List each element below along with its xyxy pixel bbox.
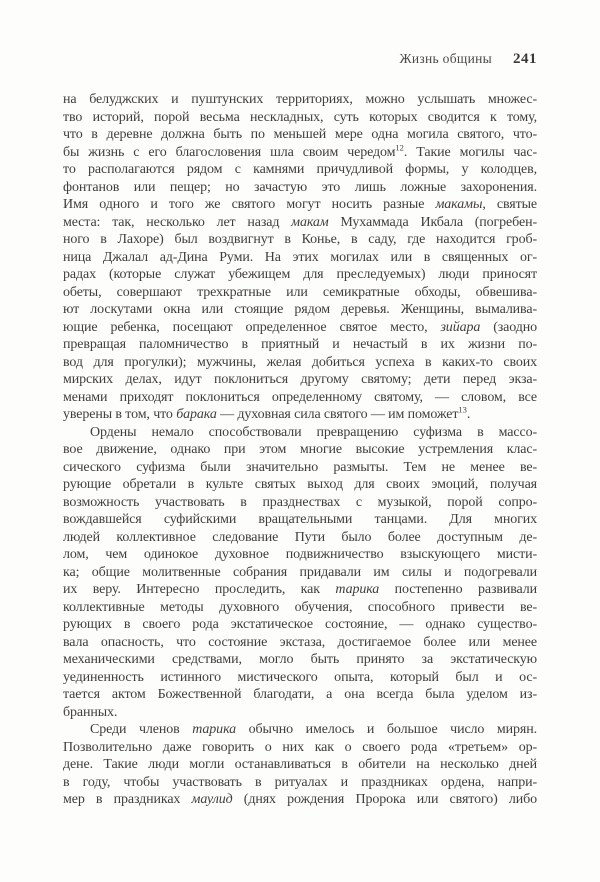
text-line xyxy=(63,721,537,739)
text-line xyxy=(63,599,537,617)
text-run: вала опасность, что состояние экстаза, достигаемое более или менее xyxy=(63,634,537,650)
text-line xyxy=(63,371,537,389)
text-line xyxy=(63,739,537,757)
text-run: зийара xyxy=(440,319,481,335)
text-line xyxy=(63,616,537,634)
text-line xyxy=(63,126,537,144)
text-run: (заодно xyxy=(480,319,537,335)
text-run: места: так, несколько лет назад xyxy=(63,214,292,230)
text-run: фонтанов или пещер; но зачастую это лишь ложные захоронения. xyxy=(63,179,537,195)
text-line xyxy=(63,634,537,652)
text-run: , святые xyxy=(482,197,537,212)
text-run: — духовная сила святого — им поможет xyxy=(216,407,459,422)
running-header xyxy=(63,50,537,67)
text-run: превращая паломничество в приятный и нечастый в их жизни по- xyxy=(63,337,537,352)
text-line xyxy=(63,91,537,109)
text-line xyxy=(63,704,537,722)
text-line xyxy=(63,564,537,582)
running-title: Жизнь общины xyxy=(399,51,492,66)
text-run: сического суфизма были значительно размыты. Тем не менее ве- xyxy=(63,459,537,475)
text-line xyxy=(63,476,537,494)
text-run: коллективные методы духовного обучения, способного привести ве- xyxy=(63,599,537,615)
paragraph xyxy=(63,424,537,722)
text-run: менами приходят поклониться определенному святому, — словом, все xyxy=(63,389,537,405)
text-line xyxy=(63,161,537,179)
paragraph xyxy=(63,721,537,809)
text-run: тарика xyxy=(192,722,237,737)
text-run: мирских делах, идут поклониться другому святому; дети перед экза- xyxy=(63,372,537,387)
text-line xyxy=(63,406,537,424)
text-run: ница Джалал ад-Дина Руми. На этих могилах или в священных ог- xyxy=(63,249,537,265)
text-run: радах (которые служат убежищем для преследуемых) люди приносят xyxy=(63,267,537,282)
text-line xyxy=(63,319,537,337)
text-run: барака xyxy=(176,407,217,422)
footnote-ref: 13 xyxy=(458,404,467,415)
text-line xyxy=(63,196,537,214)
text-run: вод для прогулки); мужчины, желая добиться успеха в каких-то своих xyxy=(63,354,537,370)
text-line xyxy=(63,581,537,599)
text-run: Позволительно даже говорить о них как о своего рода «третьем» ор- xyxy=(63,739,537,755)
footnote-ref: 12 xyxy=(395,141,404,152)
text-run: . xyxy=(466,407,471,422)
text-run: дене. Такие люди могли останавливаться в обители на несколько дней xyxy=(63,757,537,772)
text-run: макамы xyxy=(435,197,483,212)
text-line xyxy=(63,791,537,809)
text-run: механическими средствами, могло быть принято за экстатическую xyxy=(63,652,537,667)
text-run: (днях рождения Пророка или святого) либо xyxy=(232,792,537,807)
text-run: ющие ребенка, посещают определенное святое место, xyxy=(63,319,441,335)
text-run: Среди членов xyxy=(90,722,193,737)
text-run: макам xyxy=(291,214,329,230)
text-line xyxy=(63,231,537,249)
text-line xyxy=(63,424,537,442)
text-run: их веру. Интересно проследить, как xyxy=(63,582,336,597)
text-run: постепенно развивали xyxy=(379,582,537,597)
text-run: в году, чтобы участвовать в ритуалах и праздниках ордена, напри- xyxy=(63,774,537,790)
text-run: мер в праздниках xyxy=(63,792,192,807)
text-line xyxy=(63,266,537,284)
text-run: рующих в своего рода экстатическое состояние, — однако существо- xyxy=(63,617,537,632)
text-run: ют лоскутами окна или стоящие рядом деревья. Женщины, вымалива- xyxy=(63,302,537,317)
text-run: людей коллективное следование Пути было более доступным де- xyxy=(63,529,537,545)
text-run: Мухаммада Икбала (погребен- xyxy=(328,214,537,230)
text-body xyxy=(63,91,537,809)
text-line xyxy=(63,774,537,792)
text-run: маулид xyxy=(191,792,233,807)
text-line xyxy=(63,651,537,669)
text-run: уверены в том, что xyxy=(63,407,177,422)
page-number: 241 xyxy=(513,51,537,67)
text-run: возможность участвовать в празднествах с музыкой, порой сопро- xyxy=(63,494,537,510)
text-run: обычно имелось и большое число мирян. xyxy=(236,722,537,737)
text-run: ка; общие молитвенные собрания придавали им силы и подогревали xyxy=(63,564,537,580)
text-run: тается актом Божественной благодати, а она всегда была уделом из- xyxy=(63,687,537,702)
text-line xyxy=(63,249,537,267)
text-run: то располагаются рядом с камнями причудливой формы, у колодцев, xyxy=(63,162,537,177)
text-run: . Такие могилы час- xyxy=(403,144,538,160)
text-run: что в деревне должна быть по меньшей мере одна могила святого, что- xyxy=(63,127,537,142)
text-run: вождавшейся суфийскими вращательными танцами. Для многих xyxy=(63,512,537,527)
text-run: уединенность истинного мистического опыта, который был и ос- xyxy=(63,669,537,685)
text-run: рующие обретали в культе святых выход для своих эмоций, получая xyxy=(63,477,537,492)
text-line xyxy=(63,109,537,127)
text-run: Ордены немало способствовали превращению суфизма в массо- xyxy=(90,424,537,440)
text-line xyxy=(63,141,538,162)
text-line xyxy=(63,301,537,319)
text-line xyxy=(63,441,537,459)
text-run: тарика xyxy=(335,582,380,597)
text-line xyxy=(63,284,537,302)
page-content xyxy=(63,50,537,809)
text-line xyxy=(63,214,537,232)
text-run: тво историй, порой весьма нескладных, суть которых сводится к тому, xyxy=(63,109,537,125)
paragraph xyxy=(63,91,537,424)
text-run: на белуджских и пуштунских территориях, можно услышать множес- xyxy=(63,92,537,107)
text-line xyxy=(63,494,537,512)
text-line xyxy=(63,546,537,564)
text-run: вое движение, однако при этом многие высокие устремления клас- xyxy=(63,442,537,457)
text-run: бранных. xyxy=(63,704,118,720)
text-line xyxy=(63,354,537,372)
text-line xyxy=(63,686,537,704)
text-run: бы жизнь с его благословения шла своим чередом xyxy=(63,144,396,160)
text-run: Имя одного и того же святого могут носить разные xyxy=(63,197,436,212)
text-run: обеты, совершают трехкратные или семикратные обходы, обвешива- xyxy=(63,284,537,300)
text-run: лом, чем одинокое духовное подвижничество взыскующего мисти- xyxy=(63,547,537,562)
text-line xyxy=(63,336,537,354)
text-line xyxy=(63,459,537,477)
text-run: ного в Лахоре) был воздвигнут в Конье, в саду, где находится гроб- xyxy=(63,232,537,247)
text-line xyxy=(63,669,537,687)
text-line xyxy=(63,179,537,197)
text-line xyxy=(63,756,537,774)
text-line xyxy=(63,529,537,547)
text-line xyxy=(63,511,537,529)
